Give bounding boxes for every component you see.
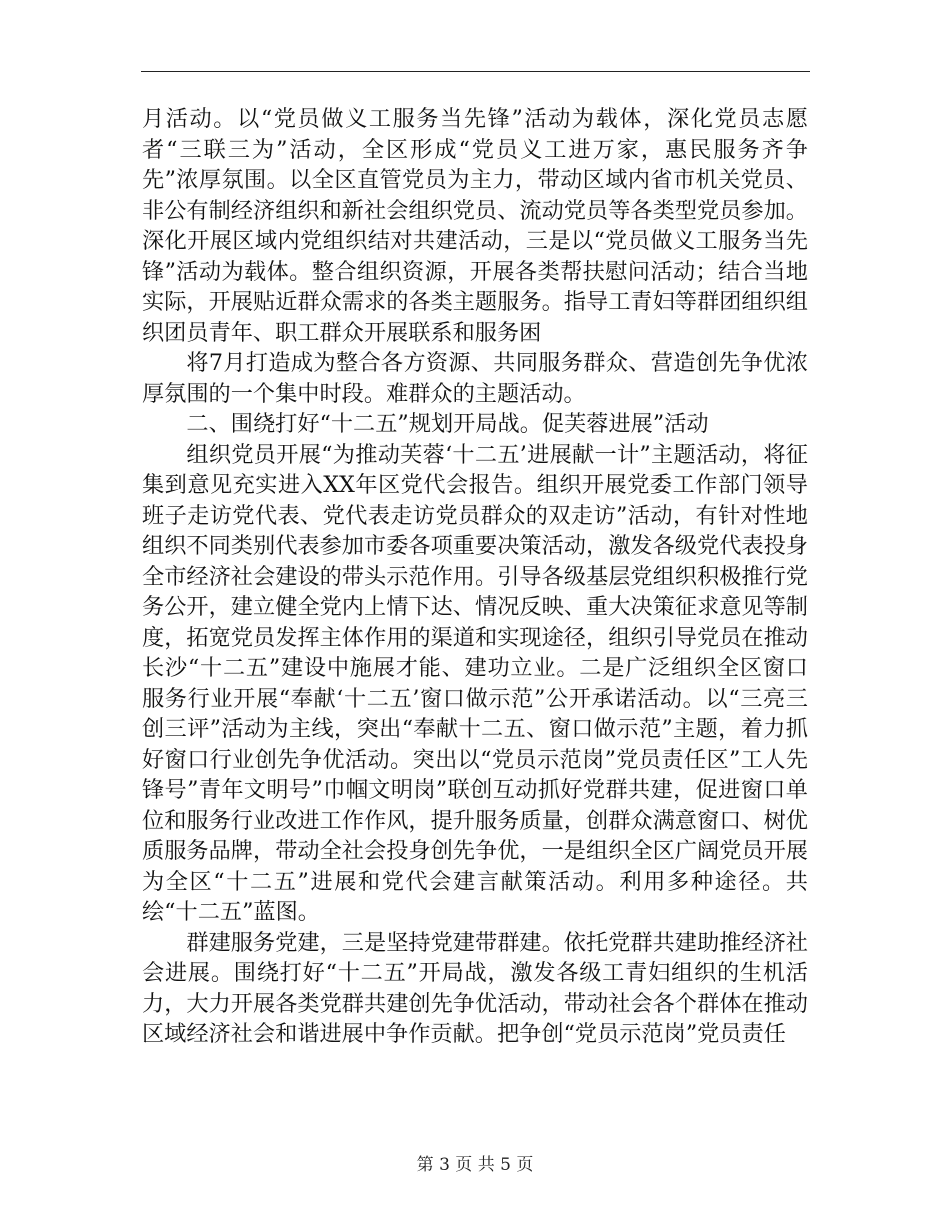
paragraph: 组织党员开展“为推动芙蓉‘十二五’进展献一计”主题活动，将征集到意见充实进入XX年区党代会报告。组织开展党委工作部门领导班子走访党代表、党代表走访党员群众的双走访”活动，有针对性地组织不同类别代表参加市委各项重要决策活动，激发各级党代表投身全市经济社会建设的带头示范作用。引导各级基层党组织积极推行党务公开，建立健全党内上情下达、情况反映、重大决策征求意见等制度，拓宽党员发挥主体作用的渠道和实现途径，组织引导党员在推动长沙“十二五”建设中施展才能、建功立业。二是广泛组织全区窗口服务行业开展“奉献‘十二五’窗口做示范”公开承诺活动。以“三亮三创三评”活动为主线，突出“奉献十二五、窗口做示范”主题，着力抓好窗口行业创先争优活动。突出以“党员示范岗”党员责任区”工人先锋号”青年文明号”巾帼文明岗”联创互动抓好党群共建，促进窗口单位和服务行业改进工作作风，提升服务质量，创群众满意窗口、树优质服务品牌，带动全社会投身创先争优，一是组织全区广阔党员开展为全区“十二五”进展和党代会建言献策活动。利用多种途径。共绘“十二五”蓝图。 [142,441,808,925]
header-rule [141,71,810,72]
footer-suffix: 页 [516,1155,534,1175]
paragraph: 将7月打造成为整合各方资源、共同服务群众、营造创先争优浓厚氛围的一个集中时段。难群众的主题活动。 [142,350,808,407]
page-footer [0,1153,950,1177]
footer-prefix: 第 [416,1155,434,1175]
footer-current-page: 3 [439,1155,450,1175]
footer-total-pages: 5 [500,1155,511,1175]
paragraph: 群建服务党建，三是坚持党建带群建。依托党群共建助推经济社会进展。围绕打好“十二五”开局战，激发各级工青妇组织的生机活力，大力开展各类党群共建创先争优活动，带动社会各个群体在推动区域经济社会和谐进展中争作贡献。把争创“党员示范岗”党员责任 [142,929,808,1047]
section-heading: 二、围绕打好“十二五”规划开局战。促芙蓉进展”活动 [186,411,709,437]
footer-middle: 页 共 [455,1155,495,1175]
paragraph: 月活动。以“党员做义工服务当先锋”活动为载体，深化党员志愿者“三联三为”活动，全区形成“党员义工进万家，惠民服务齐争先”浓厚氛围。以全区直管党员为主力，带动区域内省市机关党员、非公有制经济组织和新社会组织党员、流动党员等各类型党员参加。深化开展区域内党组织结对共建活动，三是以“党员做义工服务当先锋”活动为载体。整合组织资源，开展各类帮扶慰问活动；结合当地实际，开展贴近群众需求的各类主题服务。指导工青妇等群团组织组织团员青年、职工群众开展联系和服务困 [142,106,808,346]
document-body [142,104,808,1050]
